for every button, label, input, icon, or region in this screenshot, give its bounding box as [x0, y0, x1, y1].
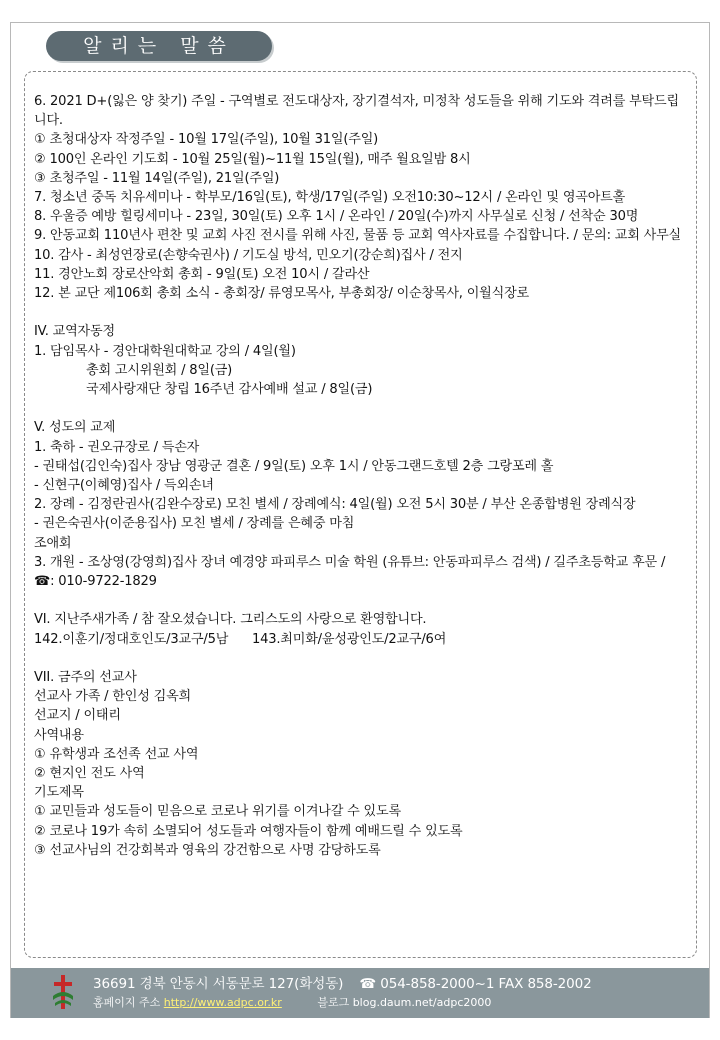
notice-item: - 권태섭(김인숙)집사 장남 영광군 결혼 / 9일(토) 오후 1시 / 안동그랜드호텔 2층 그랑포레 홀 [34, 458, 554, 474]
section-heading: VII. 금주의 선교사 [34, 670, 137, 686]
notice-item: ② 현지인 전도 사역 [34, 766, 145, 782]
footer [11, 968, 709, 1018]
notice-item: 총회 고시위원회 / 8일(금) [86, 362, 233, 378]
section-heading: VI. 지난주새가족 / 참 잘오셨습니다. 그리스도의 사랑으로 환영합니다. [34, 612, 427, 628]
notice-content [34, 92, 689, 860]
notice-item: ② 100인 온라인 기도회 - 10월 25일(월)~11월 15일(월), 매주 월요일밤 8시 [34, 151, 471, 167]
notice-item: ① 초청대상자 작정주일 - 10월 17일(주일), 10월 31일(주일) [34, 132, 379, 148]
notice-item: 선교사 가족 / 한인성 김옥희 [34, 689, 191, 705]
church-logo-icon [51, 974, 75, 1012]
footer-web-line [93, 994, 491, 1010]
spacer [34, 399, 689, 418]
notice-item: ① 교민들과 성도들이 믿음으로 코로나 위기를 이겨나갈 수 있도록 [34, 804, 401, 820]
notice-item: 9. 안동교회 110년사 편찬 및 교회 사진 전시를 위해 사진, 물품 등 교회 역사자료를 수집합니다. / 문의: 교회 사무실 [34, 228, 681, 244]
notice-item: 1. 담임목사 - 경안대학원대학교 강의 / 4일(월) [34, 343, 296, 359]
section-heading: V. 성도의 교제 [34, 420, 116, 436]
notice-item: ③ 초청주일 - 11월 14일(주일), 21일(주일) [34, 170, 280, 186]
notice-item: 8. 우울증 예방 힐링세미나 - 23일, 30일(토) 오후 1시 / 온라인 / 20일(수)까지 사무실로 신청 / 선착순 30명 [34, 209, 639, 225]
notice-item: 142.이훈기/정대호인도/3교구/5남 143.최미화/윤성광인도/2교구/6여 [34, 631, 447, 647]
notice-item: 6. 2021 D+(잃은 양 찾기) 주일 - 구역별로 전도대상자, 장기결석자, 미정착 성도들을 위해 기도와 격려를 부탁드립니다. [34, 94, 679, 129]
notice-item: 사역내용 [34, 727, 84, 743]
notice-item: 국제사랑재단 창립 16주년 감사예배 설교 / 8일(금) [86, 382, 373, 398]
notice-item: 기도제목 [34, 785, 84, 801]
section-heading: IV. 교역자동정 [34, 324, 115, 340]
section-title: 알리는 말씀 [46, 31, 272, 61]
footer-address-line [93, 972, 592, 992]
homepage-label: 홈페이지 주소 [93, 996, 161, 1009]
notice-item: 2. 장례 - 김정란권사(김완수장로) 모친 별세 / 장례예식: 4일(월) 오전 5시 30분 / 부산 온종합병원 장례식장 [34, 497, 636, 513]
blog-address: 블로그 blog.daum.net/adpc2000 [317, 996, 492, 1009]
phone-fax: ☎ 054-858-2000~1 FAX 858-2002 [359, 976, 592, 992]
notice-item: 11. 경안노회 장로산악회 총회 - 9일(토) 오전 10시 / 갈라산 [34, 266, 370, 282]
notice-item: 선교지 / 이태리 [34, 708, 121, 724]
notice-item: 10. 감사 - 최성연장로(손향숙권사) / 기도실 방석, 민오기(강순희)집사 / 전지 [34, 247, 463, 263]
notice-item: - 신현구(이혜영)집사 / 득외손녀 [34, 478, 214, 494]
homepage-link[interactable]: http://www.adpc.or.kr [163, 996, 282, 1009]
spacer [34, 591, 689, 610]
notice-item: 12. 본 교단 제106회 총회 소식 - 총회장/ 류영모목사, 부총회장/ 이순창목사, 이월식장로 [34, 286, 529, 302]
notice-item: ① 유학생과 조선족 선교 사역 [34, 746, 199, 762]
notice-item: 3. 개원 - 조상영(강영희)집사 장녀 예경양 파피루스 미술 학원 (유튜브: 안동파피루스 검색) / 길주초등학교 후문 / ☎: 010-9722-1829 [34, 554, 666, 590]
address: 36691 경북 안동시 서동문로 127(화성동) [93, 976, 344, 992]
notice-item: 조애회 [34, 535, 72, 551]
notice-item: - 권은숙권사(이준용집사) 모친 별세 / 장례를 은혜중 마침 [34, 516, 355, 532]
notice-item: ③ 선교사님의 건강회복과 영육의 강건함으로 사명 감당하도록 [34, 842, 381, 858]
spacer [34, 649, 689, 668]
notice-item: 1. 축하 - 권오규장로 / 득손자 [34, 439, 200, 455]
notice-item: ② 코로나 19가 속히 소멸되어 성도들과 여행자들이 함께 예배드릴 수 있도록 [34, 823, 463, 839]
spacer [34, 303, 689, 322]
notice-item: 7. 청소년 중독 치유세미나 - 학부모/16일(토), 학생/17일(주일) 오전10:30~12시 / 온라인 및 영곡아트홀 [34, 190, 626, 206]
